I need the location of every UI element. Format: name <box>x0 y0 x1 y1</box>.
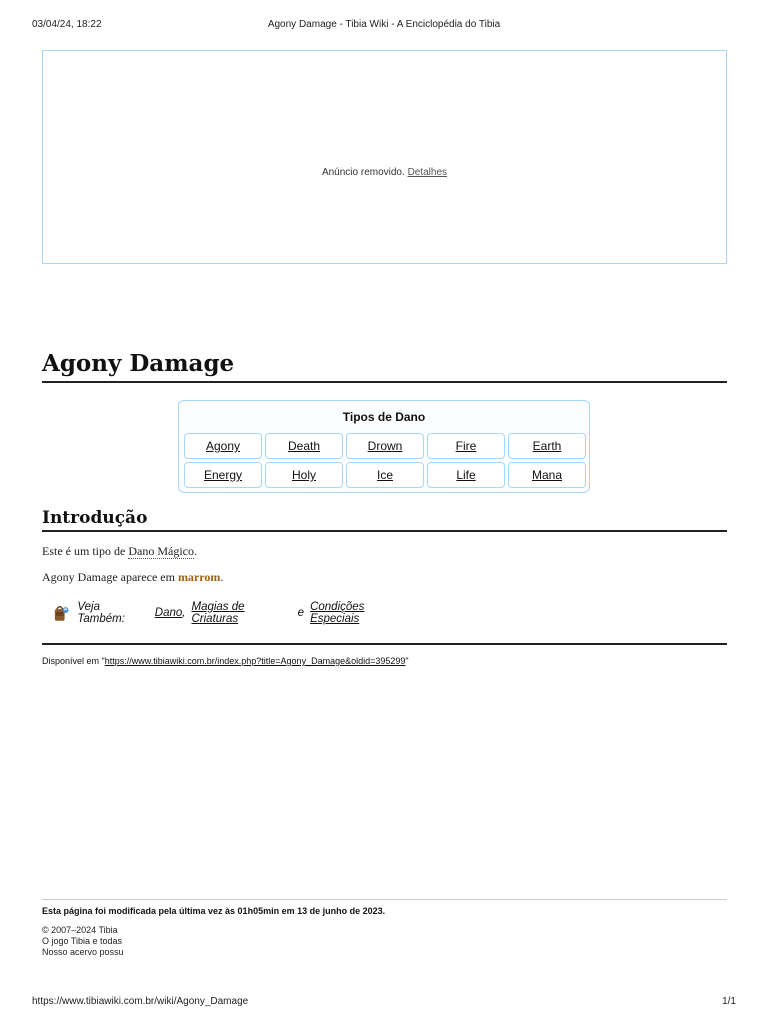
print-page-title: Agony Damage - Tibia Wiki - A Enciclopédia do Tibia <box>267 19 501 30</box>
damage-type-link[interactable]: Agony <box>184 433 262 459</box>
print-url: https://www.tibiawiki.com.br/wiki/Agony_Damage <box>32 996 249 1007</box>
intro-paragraph-1 <box>42 544 727 559</box>
condicoes-especiais-link[interactable]: Condições Especiais <box>310 601 365 625</box>
damage-types-grid <box>184 433 586 488</box>
damage-type-link[interactable]: Death <box>265 433 343 459</box>
color-word: marrom <box>177 570 221 584</box>
damage-type-link[interactable]: Mana <box>508 462 586 488</box>
source-line <box>42 656 409 666</box>
print-page-number: 1/1 <box>722 996 736 1007</box>
damage-type-link[interactable]: Holy <box>265 462 343 488</box>
content-divider <box>42 643 727 645</box>
print-header <box>32 19 736 33</box>
text: . <box>193 544 197 558</box>
ad-text <box>43 167 726 178</box>
damage-type-link[interactable]: Energy <box>184 462 262 488</box>
navbox-title: Tipos de Dano <box>342 410 426 424</box>
see-also-box <box>42 598 414 628</box>
magias-de-criaturas-link[interactable]: Magias de Criaturas <box>191 601 245 625</box>
print-datetime: 03/04/24, 18:22 <box>32 19 102 30</box>
intro-paragraph-2 <box>42 570 727 585</box>
ad-details-link[interactable]: Detalhes <box>407 167 448 178</box>
copyright-line: © 2007–2024 Tibia <box>42 925 118 935</box>
ad-removed-label: Anúncio removido. <box>321 167 405 178</box>
copyright-line: Nosso acervo possu <box>42 947 124 957</box>
dano-magico-link[interactable]: Dano Mágico <box>128 544 194 558</box>
text: , <box>182 607 186 619</box>
text: " <box>405 656 409 666</box>
footer-divider <box>42 899 727 900</box>
source-url-link[interactable]: https://www.tibiawiki.com.br/index.php?title=Agony_Damage&oldid=395299 <box>104 656 406 666</box>
page-title: Agony Damage <box>42 350 727 383</box>
damage-type-link[interactable]: Fire <box>427 433 505 459</box>
see-also-label: Veja Também: <box>77 601 125 625</box>
damage-type-link[interactable]: Earth <box>508 433 586 459</box>
section-heading-introducao: Introdução <box>42 508 727 532</box>
print-footer <box>32 996 736 1007</box>
damage-type-link[interactable]: Life <box>427 462 505 488</box>
text: . <box>220 570 224 584</box>
damage-types-navbox <box>178 400 590 493</box>
text: Este é um tipo de <box>42 544 129 558</box>
text: Disponível em " <box>42 656 105 666</box>
copyright-block <box>42 925 127 958</box>
damage-type-link[interactable]: Drown <box>346 433 424 459</box>
backpack-icon <box>50 602 71 624</box>
copyright-line: O jogo Tibia e todas <box>42 936 123 946</box>
last-modified-text: Esta página foi modificada pela última vez às 01h05min em 13 de junho de 2023. <box>42 906 386 916</box>
damage-type-link[interactable]: Ice <box>346 462 424 488</box>
dano-link[interactable]: Dano <box>154 607 183 619</box>
text: Agony Damage aparece em <box>42 570 178 584</box>
text: e <box>297 607 305 619</box>
ad-placeholder <box>42 50 727 264</box>
